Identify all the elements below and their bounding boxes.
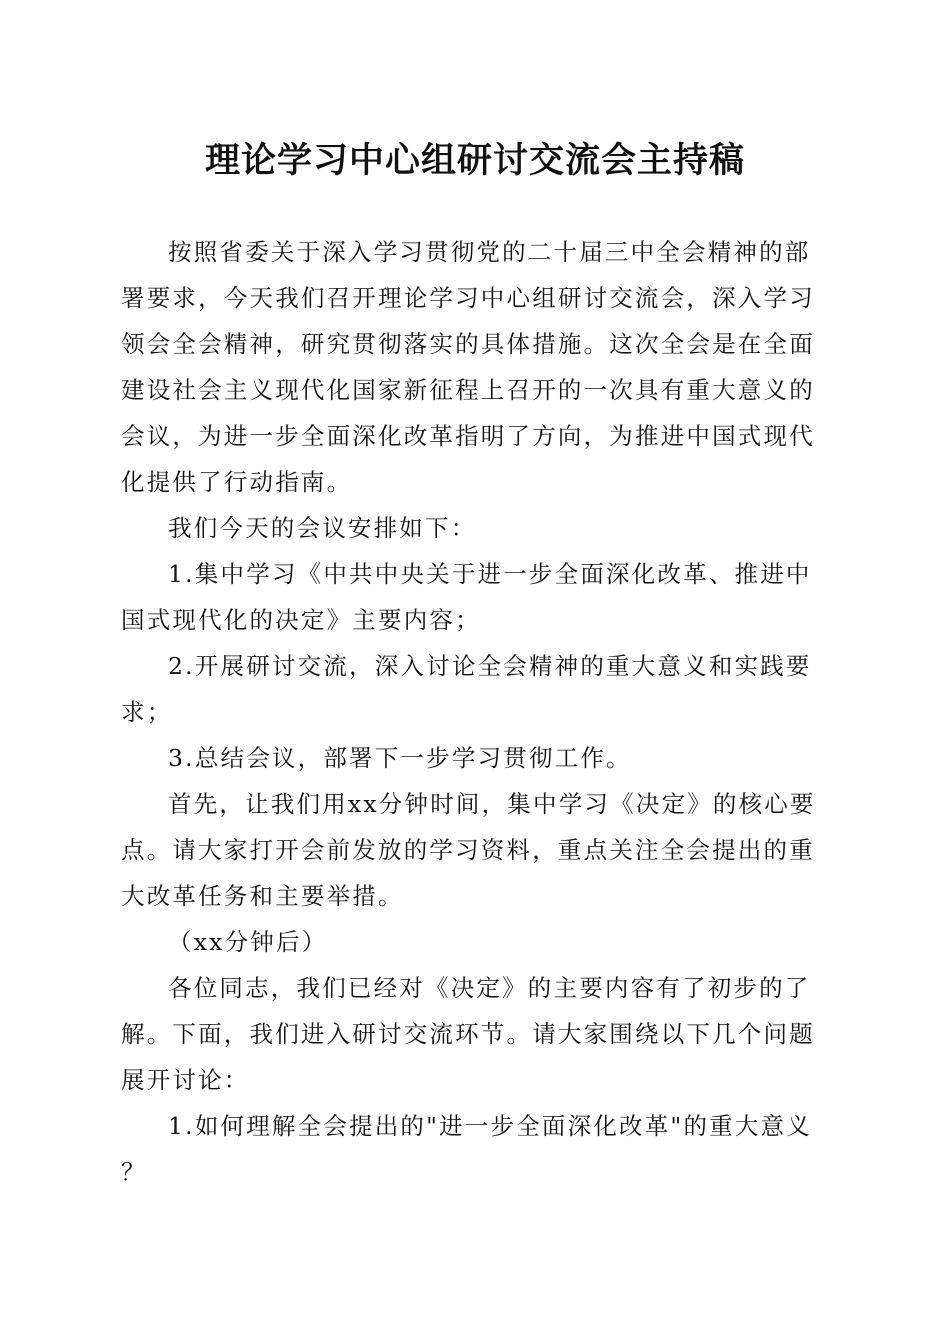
paragraph-discussion-intro: 各位同志，我们已经对《决定》的主要内容有了初步的了解。下面，我们进入研讨交流环节。请大家围绕以下几个问题展开讨论： bbox=[121, 974, 815, 1094]
paragraph-study-session: 首先，让我们用xx分钟时间，集中学习《决定》的核心要点。请大家打开会前发放的学习资料，重点关注全会提出的重大改革任务和主要举措。 bbox=[121, 790, 816, 910]
agenda-item-2: 2.开展研讨交流，深入讨论全会精神的重大意义和实践要求； bbox=[121, 652, 812, 726]
paragraph-agenda-heading: 我们今天的会议安排如下： bbox=[168, 514, 477, 542]
agenda-item-3: 3.总结会议，部署下一步学习贯彻工作。 bbox=[168, 744, 632, 772]
agenda-item-1: 1.集中学习《中共中央关于进一步全面深化改革、推进中国式现代化的决定》主要内容； bbox=[121, 560, 812, 634]
discussion-question-1: 1.如何理解全会提出的"进一步全面深化改革"的重大意义？ bbox=[121, 1112, 812, 1186]
document-body bbox=[121, 229, 825, 1195]
paragraph-time-note: （xx分钟后） bbox=[168, 928, 328, 956]
document-title: 理论学习中心组研讨交流会主持稿 bbox=[204, 140, 745, 181]
paragraph-intro: 按照省委关于深入学习贯彻党的二十届三中全会精神的部署要求，今天我们召开理论学习中心组研讨交流会，深入学习领会全会精神，研究贯彻落实的具体措施。这次全会是在全面建设社会主义现代化国家新征程上召开的一次具有重大意义的会议，为进一步全面深化改革指明了方向，为推进中国式现代化提供了行动指南。 bbox=[121, 238, 815, 496]
